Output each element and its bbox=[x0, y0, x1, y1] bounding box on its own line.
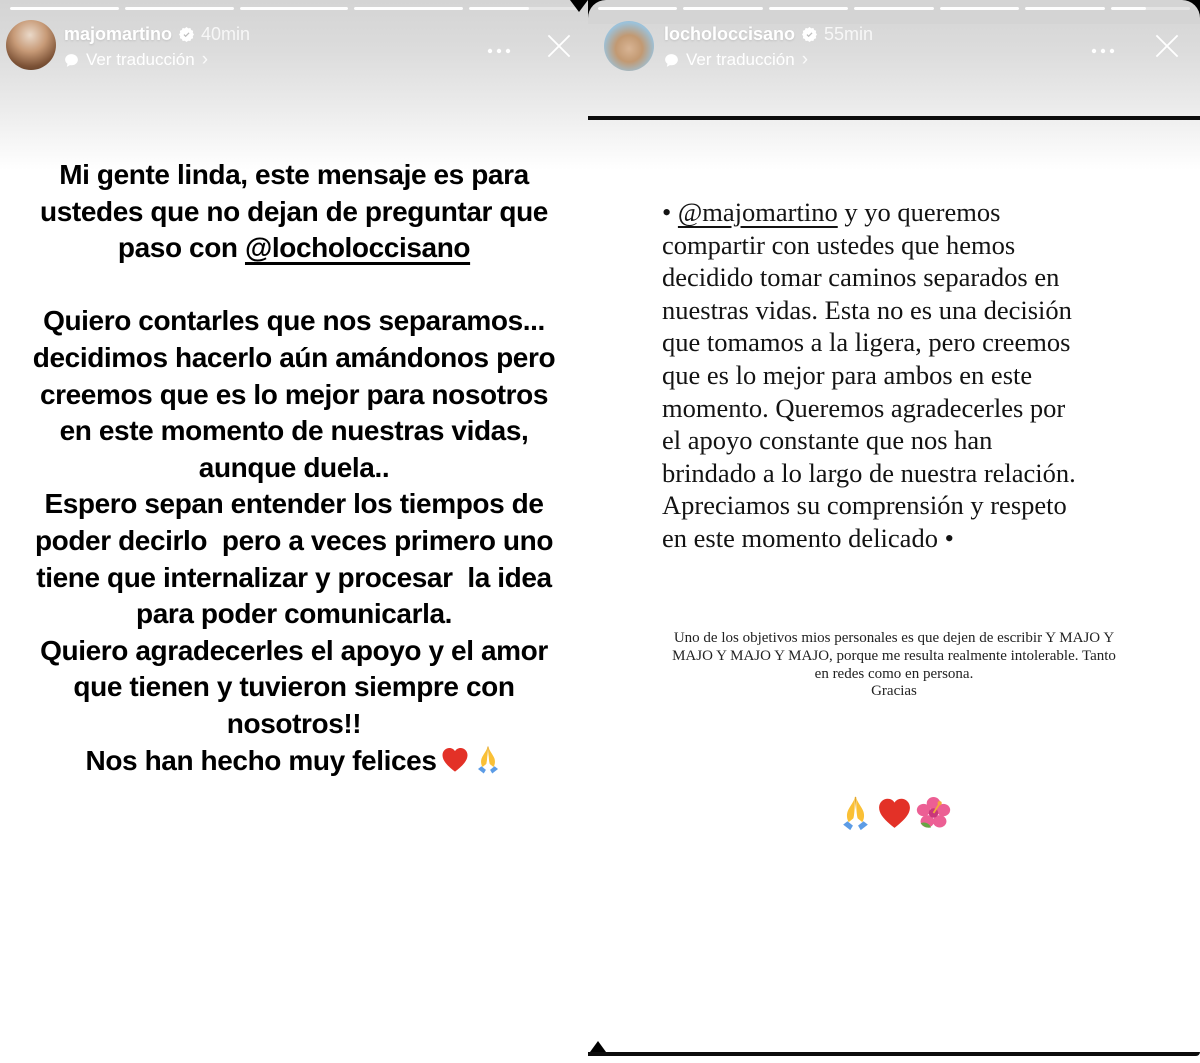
header-name-block bbox=[664, 24, 873, 70]
red-heart-emoji bbox=[876, 795, 913, 832]
translate-button[interactable] bbox=[664, 50, 873, 70]
text-line: Quiero contarles que nos separamos... bbox=[43, 305, 545, 337]
text-line: momento. Queremos agradecerles por bbox=[662, 392, 1066, 423]
text-line: Gracias bbox=[871, 683, 917, 700]
text-line: en este momento delicado • bbox=[662, 522, 954, 553]
text-line: en este momento de nuestras vidas, bbox=[59, 415, 529, 447]
text-line: Nos han hecho muy felices bbox=[0, 743, 588, 780]
progress-segment bbox=[940, 7, 1019, 10]
progress-segment bbox=[10, 7, 119, 10]
text-line: nuestras vidas. Esta no es una decisión bbox=[662, 294, 1072, 325]
progress-segment bbox=[1025, 7, 1104, 10]
text-line: ustedes que no dejan de preguntar que bbox=[40, 195, 548, 227]
text-line: que es lo mejor para ambos en este bbox=[662, 359, 1033, 390]
text-line: en redes como en persona. bbox=[814, 665, 974, 682]
story-text-block bbox=[662, 196, 1172, 555]
close-story-button[interactable] bbox=[544, 31, 574, 61]
progress-segment bbox=[240, 7, 349, 10]
story-progress-bar bbox=[598, 7, 1190, 10]
avatar[interactable] bbox=[6, 20, 56, 70]
mention-link[interactable]: @majomartino bbox=[677, 197, 838, 227]
verified-badge-icon bbox=[802, 27, 817, 42]
text-line: poder decirlo pero a veces primero uno bbox=[34, 524, 554, 556]
text-line: Apreciamos su comprensión y respeto bbox=[662, 490, 1067, 521]
more-options-button[interactable] bbox=[486, 42, 512, 50]
text-line: nosotros!! bbox=[226, 707, 362, 739]
text-line: Espero sepan entender los tiempos de bbox=[44, 488, 544, 520]
speech-bubble-icon bbox=[64, 53, 79, 68]
story-timestamp: 40min bbox=[201, 24, 251, 44]
text-line: • @majomartino y yo queremos bbox=[662, 197, 1001, 227]
screenshot-artifact-triangle bbox=[590, 1041, 606, 1052]
text-line: Quiero agradecerles el apoyo y el amor bbox=[40, 634, 548, 666]
progress-segment bbox=[854, 7, 933, 10]
text-line: decidimos hacerlo aún amándonos pero bbox=[32, 341, 556, 373]
mention-link[interactable]: @locholoccisano bbox=[244, 232, 471, 264]
translate-button[interactable] bbox=[64, 50, 250, 70]
progress-segment bbox=[354, 7, 463, 10]
text-line: creemos que es lo mejor para nosotros bbox=[39, 378, 549, 410]
folded-hands-emoji bbox=[837, 795, 874, 832]
progress-segment bbox=[598, 7, 677, 10]
more-options-button[interactable] bbox=[1090, 42, 1116, 50]
story-panel-locholoccisano[interactable] bbox=[588, 0, 1200, 1063]
chevron-right-icon: › bbox=[201, 49, 209, 70]
text-line: aunque duela.. bbox=[198, 451, 390, 483]
story-timestamp: 55min bbox=[824, 24, 874, 44]
translate-label: Ver traducción bbox=[686, 50, 795, 69]
avatar[interactable] bbox=[604, 21, 654, 71]
screenshot-artifact-triangle bbox=[570, 0, 588, 12]
screenshot-top-border bbox=[588, 116, 1200, 120]
username[interactable]: majomartino bbox=[64, 24, 173, 44]
screenshot-rounded-corners bbox=[588, 0, 1200, 24]
progress-segment bbox=[125, 7, 234, 10]
header-name-block bbox=[64, 24, 250, 70]
story-note-block bbox=[624, 630, 1164, 701]
progress-segment bbox=[1111, 7, 1190, 10]
close-story-button[interactable] bbox=[1152, 31, 1182, 61]
progress-segment bbox=[769, 7, 848, 10]
text-line: decidido tomar caminos separados en bbox=[662, 262, 1060, 293]
screenshot-bottom-border bbox=[588, 1052, 1200, 1056]
text-line: que tienen y tuvieron siempre con bbox=[73, 671, 515, 703]
story-panel-majomartino[interactable] bbox=[0, 0, 588, 1063]
text-line bbox=[0, 267, 588, 304]
verified-badge-icon bbox=[179, 27, 194, 42]
story-progress-bar bbox=[10, 7, 578, 10]
text-line: el apoyo constante que nos han bbox=[662, 425, 993, 456]
emoji-row bbox=[588, 795, 1200, 832]
text-line: para poder comunicarla. bbox=[135, 598, 452, 630]
text-line: paso con @locholoccisano bbox=[117, 232, 471, 264]
speech-bubble-icon bbox=[664, 53, 679, 68]
story-text-block bbox=[0, 157, 588, 779]
hibiscus-emoji bbox=[915, 795, 952, 832]
username[interactable]: locholoccisano bbox=[664, 24, 796, 44]
text-line: que tomamos a la ligera, pero creemos bbox=[662, 327, 1071, 358]
translate-label: Ver traducción bbox=[86, 50, 195, 69]
text-line bbox=[837, 795, 952, 832]
text-line: Mi gente linda, este mensaje es para bbox=[59, 159, 529, 190]
text-line: compartir con ustedes que hemos bbox=[662, 229, 1016, 260]
red-heart-emoji bbox=[440, 745, 470, 775]
text-line: brindado a lo largo de nuestra relación. bbox=[662, 457, 1076, 488]
text-line: MAJO Y MAJO Y MAJO, porque me resulta realmente intolerable. Tanto bbox=[672, 647, 1116, 664]
folded-hands-emoji bbox=[473, 745, 503, 775]
text-line: tiene que internalizar y procesar la idea bbox=[36, 561, 552, 593]
chevron-right-icon: › bbox=[801, 49, 809, 70]
text-line: Uno de los objetivos mios personales es que dejen de escribir Y MAJO Y bbox=[673, 630, 1115, 646]
progress-segment bbox=[683, 7, 762, 10]
progress-segment bbox=[469, 7, 578, 10]
